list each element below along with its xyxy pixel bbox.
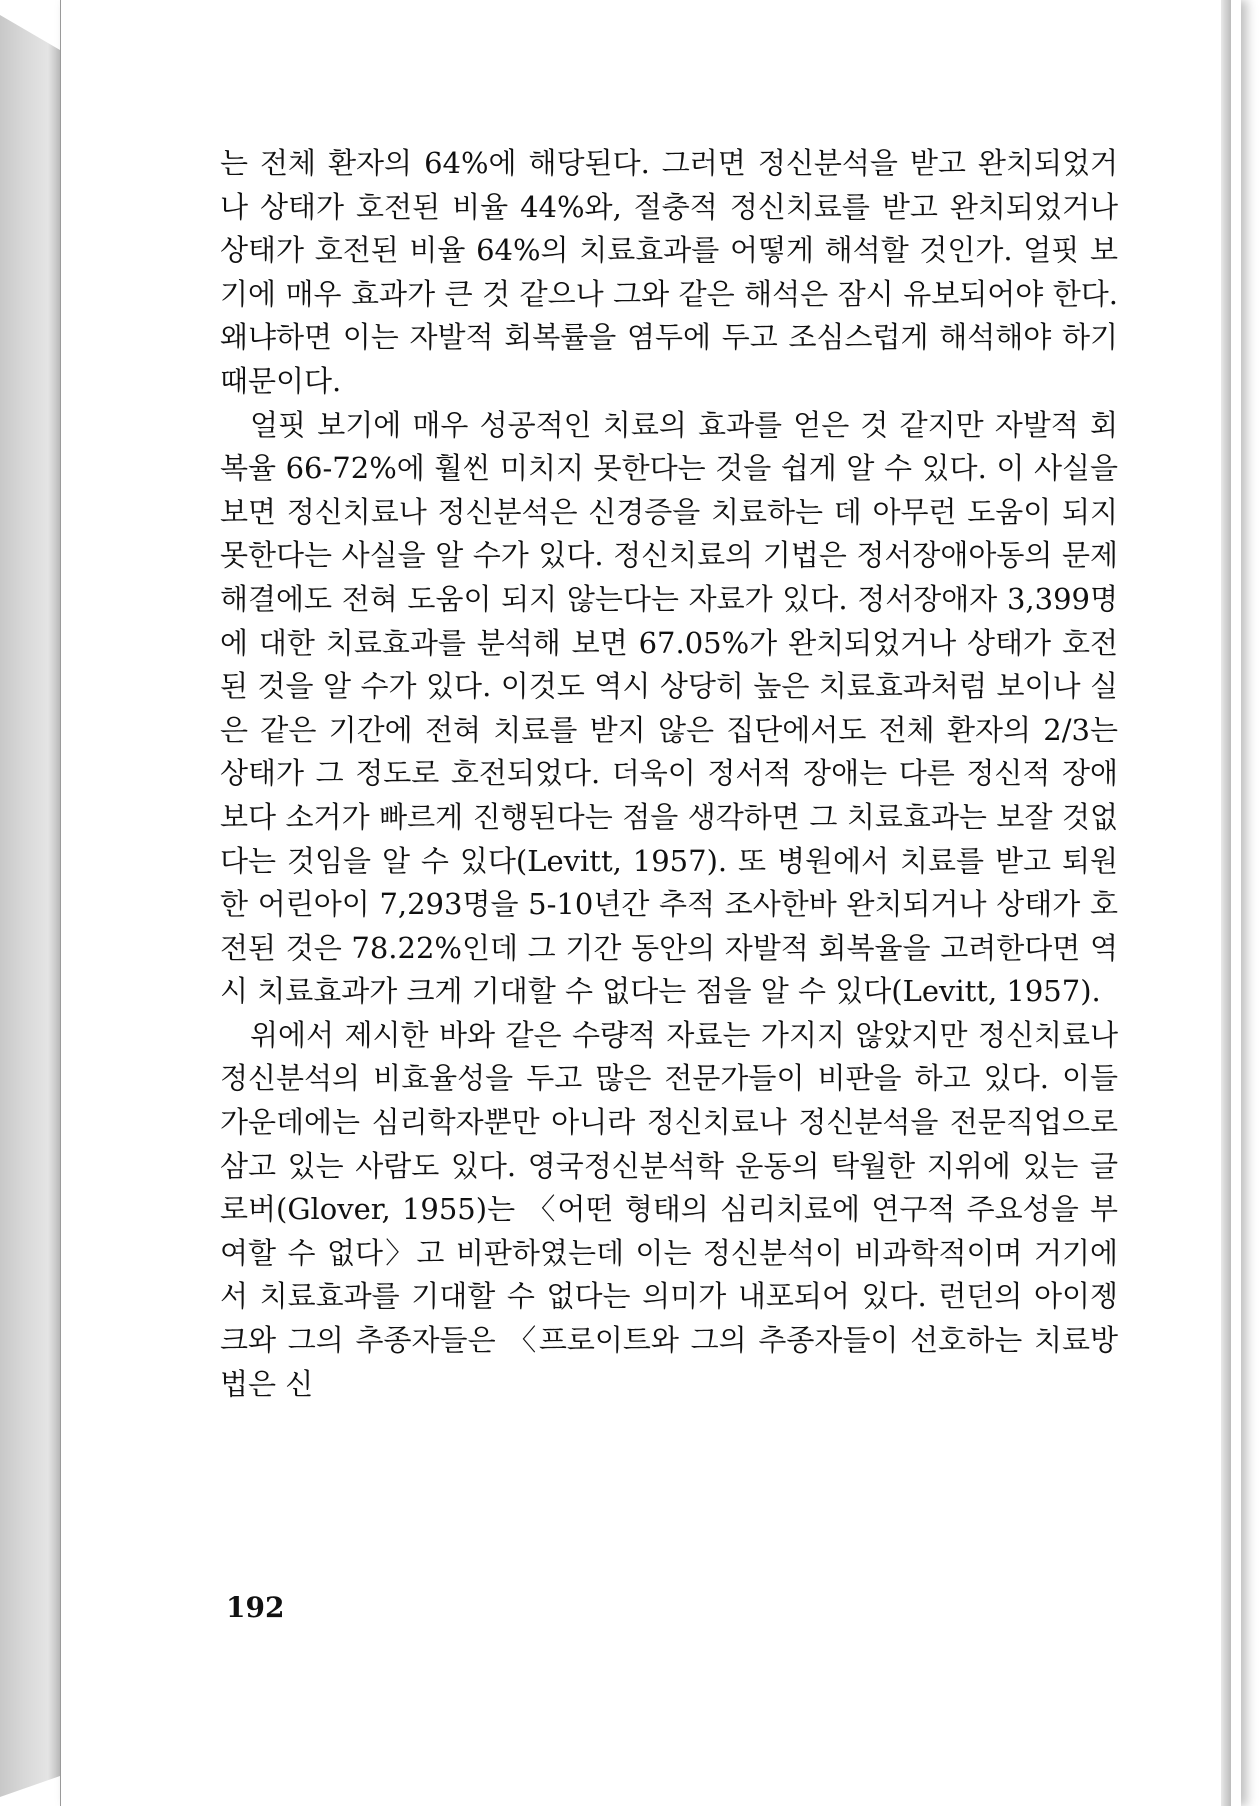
book-spine [0, 0, 60, 1806]
page-edge-shadow [1221, 0, 1231, 1806]
page-number: 192 [226, 1591, 285, 1624]
paragraph-2: 얼핏 보기에 매우 성공적인 치료의 효과를 얻은 것 같지만 자발적 회복율 66-72%에 훨씬 미치지 못한다는 것을 쉽게 알 수 있다. 이 사실을 보면 정신치료나 정신분석은 신경증을 치료하는 데 아무런 도움이 되지 못한다는 사실을 알 수가 있다. 정신치료의 기법은 정서장애아동의 문제해결에도 전혀 도움이 되지 않는다는 자료가 있다. 정서장애자 3,399명에 대한 치료효과를 분석해 보면 67.05%가 완치되었거나 상태가 호전된 것을 알 수가 있다. 이것도 역시 상당히 높은 치료효과처럼 보이나 실은 같은 기간에 전혀 치료를 받지 않은 집단에서도 전체 환자의 2/3는 상태가 그 정도로 호전되었다. 더욱이 정서적 장애는 다른 정신적 장애보다 소거가 빠르게 진행된다는 점을 생각하면 그 치료효과는 보잘 것없다는 것임을 알 수 있다(Levitt, 1957). 또 병원에서 치료를 받고 퇴원한 어린아이 7,293명을 5-10년간 추적 조사한바 완치되거나 상태가 호전된 것은 78.22%인데 그 기간 동안의 자발적 회복율을 고려한다면 역시 치료효과가 크게 기대할 수 없다는 점을 알 수 있다(Levitt, 1957). [220, 407, 1118, 1009]
paragraph-3: 위에서 제시한 바와 같은 수량적 자료는 가지지 않았지만 정신치료나 정신분석의 비효율성을 두고 많은 전문가들이 비판을 하고 있다. 이들 가운데에는 심리학자뿐만 아니라 정신치료나 정신분석을 전문직업으로 삼고 있는 사람도 있다. 영국정신분석학 운동의 탁월한 지위에 있는 글로버(Glover, 1955)는 〈어떤 형태의 심리치료에 연구적 주요성을 부여할 수 없다〉고 비판하였는데 이는 정신분석이 비과학적이며 거기에서 치료효과를 기대할 수 없다는 의미가 내포되어 있다. 런던의 아이젱크와 그의 추종자들은 〈프로이트와 그의 추종자들이 선호하는 치료방법은 신 [220, 1017, 1118, 1401]
page-body-text [220, 142, 1118, 1406]
paragraph-1: 는 전체 환자의 64%에 해당된다. 그러면 정신분석을 받고 완치되었거나 상태가 호전된 비율 44%와, 절충적 정신치료를 받고 완치되었거나 상태가 호전된 비율 64%의 치료효과를 어떻게 해석할 것인가. 얼핏 보기에 매우 효과가 큰 것 같으나 그와 같은 해석은 잠시 유보되어야 한다. 왜냐하면 이는 자발적 회복률을 염두에 두고 조심스럽게 해석해야 하기 때문이다. [220, 146, 1118, 398]
